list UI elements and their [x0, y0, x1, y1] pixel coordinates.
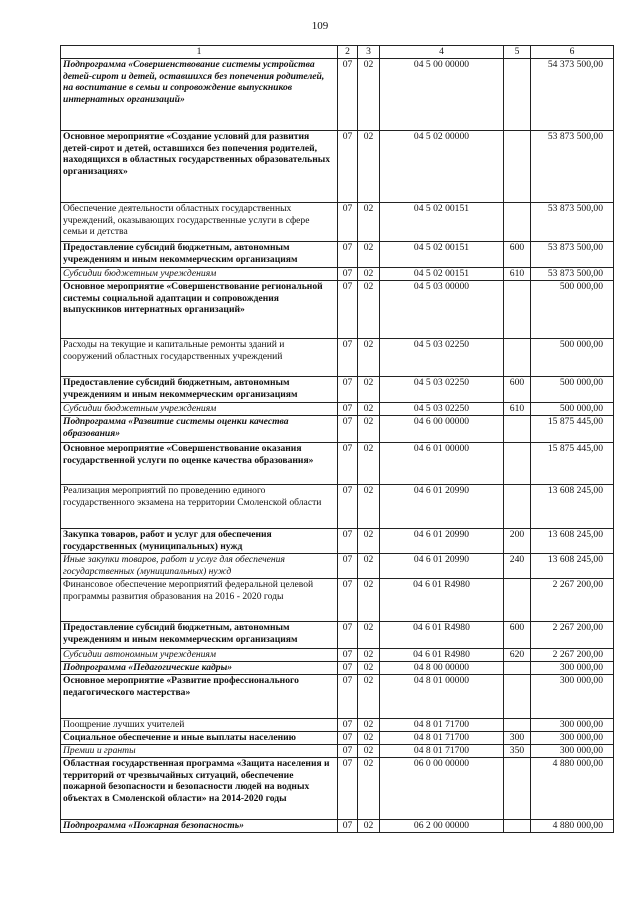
- target-article-cell: 04 6 01 20990: [380, 485, 504, 529]
- expense-type-cell: [504, 662, 531, 675]
- amount-cell: 300 000,00: [531, 732, 614, 745]
- table-row: [61, 554, 614, 579]
- table-row: [61, 339, 614, 377]
- section-code-cell: 07: [338, 622, 358, 649]
- expense-type-cell: 240: [504, 554, 531, 579]
- row-name-cell: Основное мероприятие «Развитие профессионального педагогического мастерства»: [61, 675, 338, 719]
- subsection-code-cell: 02: [358, 732, 380, 745]
- subsection-code-cell: 02: [358, 443, 380, 485]
- table-row: [61, 529, 614, 554]
- target-article-cell: 04 6 01 20990: [380, 554, 504, 579]
- subsection-code-cell: 02: [358, 339, 380, 377]
- expense-type-cell: [504, 339, 531, 377]
- table-row: [61, 758, 614, 820]
- subsection-code-cell: 02: [358, 622, 380, 649]
- header-cell: 2: [338, 46, 358, 59]
- row-name-cell: Субсидии бюджетным учреждениям: [61, 403, 338, 416]
- expense-type-cell: [504, 443, 531, 485]
- target-article-cell: 04 5 03 02250: [380, 377, 504, 403]
- section-code-cell: 07: [338, 554, 358, 579]
- amount-cell: 53 873 500,00: [531, 242, 614, 268]
- expense-type-cell: [504, 719, 531, 732]
- section-code-cell: 07: [338, 268, 358, 281]
- table-row: [61, 745, 614, 758]
- section-code-cell: 07: [338, 579, 358, 622]
- section-code-cell: 07: [338, 820, 358, 833]
- target-article-cell: 04 8 01 00000: [380, 675, 504, 719]
- table-row: [61, 622, 614, 649]
- amount-cell: 300 000,00: [531, 675, 614, 719]
- table-row: [61, 820, 614, 833]
- row-name-cell: Иные закупки товаров, работ и услуг для обеспечения государственных (муниципальных) нужд: [61, 554, 338, 579]
- table-row: [61, 485, 614, 529]
- row-name-cell: Предоставление субсидий бюджетным, автономным учреждениям и иным некоммерческим организациям: [61, 622, 338, 649]
- budget-table: [60, 45, 614, 833]
- row-name-cell: Основное мероприятие «Создание условий для развития детей-сирот и детей, оставшихся без попечения родителей, находящихся в областных государственных образовательных организациях»: [61, 131, 338, 203]
- expense-type-cell: 300: [504, 732, 531, 745]
- amount-cell: 500 000,00: [531, 281, 614, 339]
- table-row: [61, 719, 614, 732]
- amount-cell: 2 267 200,00: [531, 579, 614, 622]
- section-code-cell: 07: [338, 649, 358, 662]
- target-article-cell: 04 6 01 20990: [380, 529, 504, 554]
- subsection-code-cell: 02: [358, 579, 380, 622]
- section-code-cell: 07: [338, 416, 358, 443]
- subsection-code-cell: 02: [358, 416, 380, 443]
- row-name-cell: Областная государственная программа «Защита населения и территорий от чрезвычайных ситуаций, обеспечение пожарной безопасности и безопасности людей на водных объектах в Смоленской области» на 2014-2020 годы: [61, 758, 338, 820]
- expense-type-cell: 620: [504, 649, 531, 662]
- subsection-code-cell: 02: [358, 203, 380, 242]
- section-code-cell: 07: [338, 59, 358, 131]
- subsection-code-cell: 02: [358, 281, 380, 339]
- expense-type-cell: 350: [504, 745, 531, 758]
- row-name-cell: Обеспечение деятельности областных государственных учреждений, оказывающих государственные услуги в сфере семьи и детства: [61, 203, 338, 242]
- table-row: [61, 403, 614, 416]
- table-row: [61, 732, 614, 745]
- table-row: [61, 579, 614, 622]
- subsection-code-cell: 02: [358, 485, 380, 529]
- target-article-cell: 04 5 02 00151: [380, 242, 504, 268]
- row-name-cell: Социальное обеспечение и иные выплаты населению: [61, 732, 338, 745]
- section-code-cell: 07: [338, 758, 358, 820]
- row-name-cell: Финансовое обеспечение мероприятий федеральной целевой программы развития образования на 2016 - 2020 годы: [61, 579, 338, 622]
- subsection-code-cell: 02: [358, 268, 380, 281]
- expense-type-cell: [504, 281, 531, 339]
- amount-cell: 15 875 445,00: [531, 443, 614, 485]
- amount-cell: 2 267 200,00: [531, 649, 614, 662]
- target-article-cell: 06 2 00 00000: [380, 820, 504, 833]
- table-row: [61, 203, 614, 242]
- section-code-cell: 07: [338, 745, 358, 758]
- table-row: [61, 377, 614, 403]
- subsection-code-cell: 02: [358, 745, 380, 758]
- section-code-cell: 07: [338, 675, 358, 719]
- subsection-code-cell: 02: [358, 758, 380, 820]
- target-article-cell: 04 5 02 00151: [380, 203, 504, 242]
- target-article-cell: 04 6 01 R4980: [380, 622, 504, 649]
- section-code-cell: 07: [338, 443, 358, 485]
- expense-type-cell: [504, 579, 531, 622]
- target-article-cell: 04 6 01 R4980: [380, 649, 504, 662]
- row-name-cell: Субсидии бюджетным учреждениям: [61, 268, 338, 281]
- table-header-row: [61, 46, 614, 59]
- header-cell: 4: [380, 46, 504, 59]
- section-code-cell: 07: [338, 242, 358, 268]
- section-code-cell: 07: [338, 732, 358, 745]
- table-row: [61, 281, 614, 339]
- subsection-code-cell: 02: [358, 131, 380, 203]
- target-article-cell: 04 8 00 00000: [380, 662, 504, 675]
- table-row: [61, 59, 614, 131]
- row-name-cell: Субсидии автономным учреждениям: [61, 649, 338, 662]
- subsection-code-cell: 02: [358, 649, 380, 662]
- amount-cell: 13 608 245,00: [531, 529, 614, 554]
- row-name-cell: Реализация мероприятий по проведению единого государственного экзамена на территории Смоленской области: [61, 485, 338, 529]
- subsection-code-cell: 02: [358, 403, 380, 416]
- amount-cell: 53 873 500,00: [531, 268, 614, 281]
- amount-cell: 300 000,00: [531, 719, 614, 732]
- amount-cell: 4 880 000,00: [531, 820, 614, 833]
- section-code-cell: 07: [338, 403, 358, 416]
- section-code-cell: 07: [338, 529, 358, 554]
- subsection-code-cell: 02: [358, 675, 380, 719]
- row-name-cell: Предоставление субсидий бюджетным, автономным учреждениям и иным некоммерческим организациям: [61, 377, 338, 403]
- subsection-code-cell: 02: [358, 662, 380, 675]
- header-cell: 3: [358, 46, 380, 59]
- row-name-cell: Подпрограмма «Развитие системы оценки качества образования»: [61, 416, 338, 443]
- header-cell: 5: [504, 46, 531, 59]
- subsection-code-cell: 02: [358, 554, 380, 579]
- header-cell: 6: [531, 46, 614, 59]
- table-row: [61, 131, 614, 203]
- target-article-cell: 04 5 02 00000: [380, 131, 504, 203]
- target-article-cell: 04 5 02 00151: [380, 268, 504, 281]
- target-article-cell: 04 6 00 00000: [380, 416, 504, 443]
- table-row: [61, 242, 614, 268]
- target-article-cell: 04 5 03 00000: [380, 281, 504, 339]
- table-row: [61, 675, 614, 719]
- amount-cell: 4 880 000,00: [531, 758, 614, 820]
- amount-cell: 2 267 200,00: [531, 622, 614, 649]
- subsection-code-cell: 02: [358, 377, 380, 403]
- section-code-cell: 07: [338, 339, 358, 377]
- amount-cell: 500 000,00: [531, 377, 614, 403]
- section-code-cell: 07: [338, 203, 358, 242]
- row-name-cell: Подпрограмма «Совершенствование системы устройства детей-сирот и детей, оставшихся без попечения родителей, на воспитание в семьи и сопровождение выпускников интернатных организаций»: [61, 59, 338, 131]
- row-name-cell: Основное мероприятие «Совершенствование региональной системы социальной адаптации и сопровождения выпускников интернатных организаций»: [61, 281, 338, 339]
- expense-type-cell: 610: [504, 403, 531, 416]
- subsection-code-cell: 02: [358, 529, 380, 554]
- expense-type-cell: [504, 485, 531, 529]
- row-name-cell: Подпрограмма «Пожарная безопасность»: [61, 820, 338, 833]
- row-name-cell: Премии и гранты: [61, 745, 338, 758]
- section-code-cell: 07: [338, 485, 358, 529]
- amount-cell: 13 608 245,00: [531, 554, 614, 579]
- expense-type-cell: [504, 416, 531, 443]
- page-number: 109: [311, 20, 329, 32]
- table-row: [61, 649, 614, 662]
- section-code-cell: 07: [338, 281, 358, 339]
- amount-cell: 300 000,00: [531, 745, 614, 758]
- row-name-cell: Предоставление субсидий бюджетным, автономным учреждениям и иным некоммерческим организациям: [61, 242, 338, 268]
- section-code-cell: 07: [338, 377, 358, 403]
- section-code-cell: 07: [338, 662, 358, 675]
- amount-cell: 500 000,00: [531, 339, 614, 377]
- target-article-cell: 04 5 03 02250: [380, 403, 504, 416]
- amount-cell: 300 000,00: [531, 662, 614, 675]
- expense-type-cell: [504, 758, 531, 820]
- expense-type-cell: 600: [504, 622, 531, 649]
- amount-cell: 53 873 500,00: [531, 131, 614, 203]
- table-row: [61, 662, 614, 675]
- target-article-cell: 04 5 03 02250: [380, 339, 504, 377]
- amount-cell: 53 873 500,00: [531, 203, 614, 242]
- row-name-cell: Подпрограмма «Педагогические кадры»: [61, 662, 338, 675]
- header-cell: 1: [61, 46, 338, 59]
- target-article-cell: 04 8 01 71700: [380, 732, 504, 745]
- subsection-code-cell: 02: [358, 59, 380, 131]
- target-article-cell: 04 5 00 00000: [380, 59, 504, 131]
- expense-type-cell: [504, 820, 531, 833]
- expense-type-cell: 600: [504, 377, 531, 403]
- table-row: [61, 416, 614, 443]
- row-name-cell: Основное мероприятие «Совершенствование оказания государственной услуги по оценке качества образования»: [61, 443, 338, 485]
- section-code-cell: 07: [338, 131, 358, 203]
- subsection-code-cell: 02: [358, 820, 380, 833]
- subsection-code-cell: 02: [358, 719, 380, 732]
- table-row: [61, 268, 614, 281]
- target-article-cell: 04 6 01 00000: [380, 443, 504, 485]
- amount-cell: 13 608 245,00: [531, 485, 614, 529]
- expense-type-cell: [504, 131, 531, 203]
- target-article-cell: 04 8 01 71700: [380, 745, 504, 758]
- expense-type-cell: [504, 675, 531, 719]
- expense-type-cell: [504, 203, 531, 242]
- target-article-cell: 06 0 00 00000: [380, 758, 504, 820]
- amount-cell: 54 373 500,00: [531, 59, 614, 131]
- expense-type-cell: 200: [504, 529, 531, 554]
- target-article-cell: 04 6 01 R4980: [380, 579, 504, 622]
- amount-cell: 500 000,00: [531, 403, 614, 416]
- row-name-cell: Поощрение лучших учителей: [61, 719, 338, 732]
- table-row: [61, 443, 614, 485]
- expense-type-cell: 600: [504, 242, 531, 268]
- subsection-code-cell: 02: [358, 242, 380, 268]
- section-code-cell: 07: [338, 719, 358, 732]
- target-article-cell: 04 8 01 71700: [380, 719, 504, 732]
- row-name-cell: Закупка товаров, работ и услуг для обеспечения государственных (муниципальных) нужд: [61, 529, 338, 554]
- expense-type-cell: [504, 59, 531, 131]
- expense-type-cell: 610: [504, 268, 531, 281]
- row-name-cell: Расходы на текущие и капитальные ремонты зданий и сооружений областных государственных учреждений: [61, 339, 338, 377]
- amount-cell: 15 875 445,00: [531, 416, 614, 443]
